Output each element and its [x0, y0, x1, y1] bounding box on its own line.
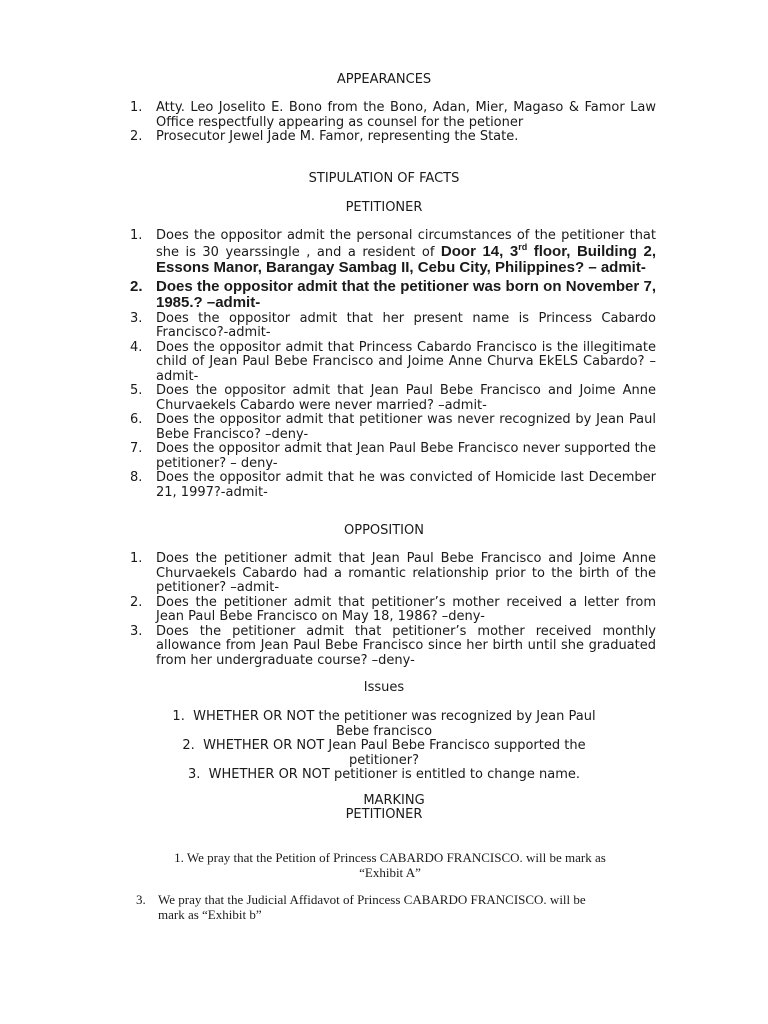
item-text-line2: petitioner? [348, 752, 420, 768]
item-number: 2. [130, 277, 143, 295]
issues-list [0, 710, 768, 783]
item-text-line1: We pray that the Petition of Princess CABARDO FRANCISCO. will be mark as [186, 850, 606, 865]
marking-item [136, 892, 676, 922]
list-item [0, 710, 768, 739]
item-text-line1: WHETHER OR NOT the petitioner was recognized by Jean Paul [193, 709, 596, 724]
item-text-line1: We pray that the Judicial Affidavot of Princess CABARDO FRANCISCO. will be [158, 892, 586, 907]
item-number: 3. [130, 623, 143, 639]
item-number: 1. [130, 551, 143, 566]
item-number: 2. [130, 129, 143, 144]
item-text: Does the petitioner admit that Jean Paul Bebe Francisco and Joime Anne Churvaekels Cabardo had a romantic relationship prior to the birth of the petitioner? –admit- [156, 551, 656, 595]
item-text: Does the petitioner admit that petitioner’s mother received monthly allowance from Jean Paul Bebe Francisco since her birth until she graduated from her undergraduate course? –deny- [156, 623, 656, 668]
list-item [130, 413, 656, 442]
list-item [130, 552, 656, 596]
list-item [130, 101, 656, 130]
item-number: 4. [130, 339, 143, 355]
list-item [130, 471, 656, 500]
item-number: 7. [130, 441, 143, 456]
list-item [0, 768, 768, 783]
item-number: 1. [130, 228, 143, 243]
item-number: 1. [174, 850, 184, 865]
item-text: Does the oppositor admit the personal circumstances of the petitioner that she is 30 yearssingle , and a resident of [156, 228, 656, 260]
address-part-b: floor, Building 2, Essons Manor, Barangay Sambag II, Cebu City, Philippines? – admit- [156, 242, 656, 276]
item-text: Does the oppositor admit that Jean Paul Bebe Francisco and Joime Anne Churvaekels Cabardo were never married? –admit- [156, 383, 656, 413]
list-item [130, 596, 656, 625]
item-number: 3. [130, 310, 143, 326]
petitioner-heading: PETITIONER [345, 200, 423, 215]
item-text: Does the oppositor admit that the petitioner was born on November 7, 1985.? –admit- [156, 277, 656, 311]
list-item [130, 442, 656, 471]
list-item [130, 130, 656, 145]
item-number: 3. [187, 767, 201, 782]
list-item [130, 229, 656, 277]
marking-petitioner-heading: PETITIONER [345, 807, 423, 822]
item-number: 5. [130, 383, 143, 398]
item-number: 3. [136, 892, 146, 907]
list-item [130, 625, 656, 669]
item-text: Atty. Leo Joselito E. Bono from the Bono, Adan, Mier, Magaso & Famor Law Office respectfully appearing as counsel for the petioner [156, 100, 656, 130]
petitioner-stipulation-list [130, 229, 656, 500]
marking-heading: MARKING [363, 793, 425, 808]
opposition-heading: OPPOSITION [344, 523, 424, 538]
item-text-line1: WHETHER OR NOT petitioner is entitled to change name. [208, 767, 581, 782]
list-item [130, 312, 656, 341]
item-text-line2: Bebe francisco [335, 723, 433, 739]
ordinal-suffix: rd [518, 241, 528, 252]
appearances-heading: APPEARANCES [336, 72, 432, 87]
marking-item [110, 850, 670, 880]
address-part-a: Door 14, 3 [440, 242, 519, 260]
item-text-line2: mark as “Exhibit b” [158, 907, 262, 922]
opposition-list [130, 552, 656, 668]
stipulation-heading: STIPULATION OF FACTS [308, 171, 460, 186]
item-text-line2: “Exhibit A” [359, 865, 421, 880]
item-number: 6. [130, 412, 143, 427]
item-text-line1: WHETHER OR NOT Jean Paul Bebe Francisco supported the [203, 738, 586, 753]
item-text: Does the oppositor admit that her present name is Princess Cabardo Francisco?-admit- [156, 310, 656, 340]
item-text-block [136, 892, 676, 922]
item-number: 2. [182, 738, 195, 753]
item-text: Does the oppositor admit that petitioner was never recognized by Jean Paul Bebe Francisco? –deny- [156, 412, 656, 442]
item-text: Does the oppositor admit that he was convicted of Homicide last December 21, 1997?-admit- [156, 470, 656, 500]
item-text: Prosecutor Jewel Jade M. Famor, representing the State. [156, 129, 519, 144]
item-text: Does the oppositor admit that Princess Cabardo Francisco is the illegitimate child of Jean Paul Bebe Francisco and Joime Anne Churva EkELS Cabardo? –admit- [156, 339, 656, 384]
list-item [130, 279, 656, 312]
item-number: 8. [130, 470, 143, 485]
item-number: 1. [130, 100, 143, 115]
item-number: 1. [172, 709, 185, 724]
item-text: Does the oppositor admit that Jean Paul Bebe Francisco never supported the petitioner? – deny- [156, 441, 656, 471]
list-item [130, 341, 656, 385]
item-number: 2. [130, 594, 143, 610]
list-item [130, 384, 656, 413]
item-text: Does the petitioner admit that petitioner’s mother received a letter from Jean Paul Bebe Francisco on May 18, 1986? –deny- [156, 594, 656, 624]
issues-heading: Issues [363, 680, 405, 695]
appearances-list [130, 101, 656, 145]
list-item [0, 739, 768, 768]
